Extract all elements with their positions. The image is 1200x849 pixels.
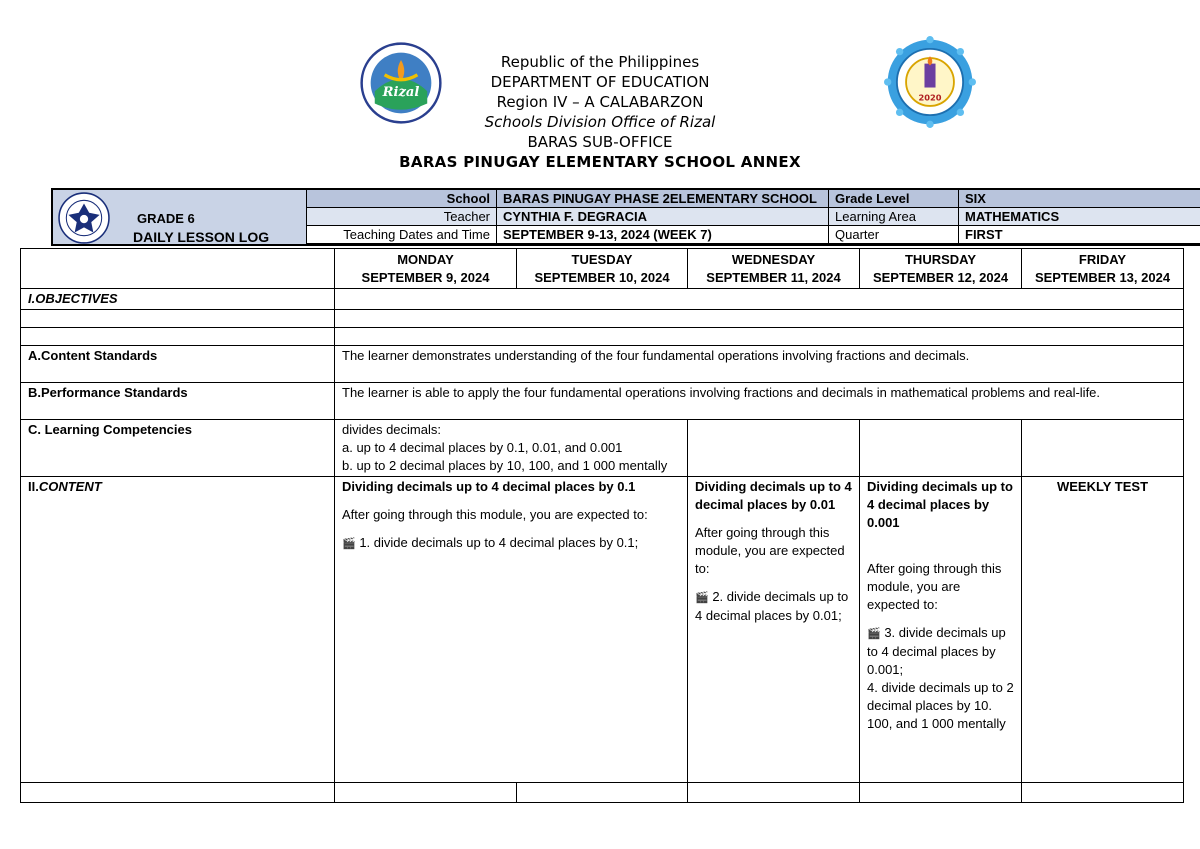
quarter-label: Quarter xyxy=(829,226,959,244)
header-division: Schools Division Office of Rizal xyxy=(484,113,716,131)
learning-competencies-row xyxy=(21,420,1184,477)
lesson-info-table xyxy=(51,188,1200,246)
content-label: II.CONTENT xyxy=(21,477,335,783)
blank-row xyxy=(21,328,1184,346)
learning-competencies-label: C. Learning Competencies xyxy=(21,420,335,477)
teaching-dates-value: SEPTEMBER 9-13, 2024 (WEEK 7) xyxy=(497,226,829,244)
performance-standards-text: The learner is able to apply the four fundamental operations involving fractions and decimals in mathematical problems and real-life. xyxy=(335,383,1184,420)
header-republic: Republic of the Philippines xyxy=(500,53,700,71)
teaching-dates-label: Teaching Dates and Time xyxy=(307,226,497,244)
content-standards-text: The learner demonstrates understanding of the four fundamental operations involving fractions and decimals. xyxy=(335,346,1184,383)
daily-lesson-log-title: DAILY LESSON LOG xyxy=(133,229,270,245)
lesson-log-table xyxy=(20,248,1184,803)
learning-area-label: Learning Area xyxy=(829,208,959,226)
day-header-monday: MONDAY SEPTEMBER 9, 2024 xyxy=(335,249,517,289)
info-grid xyxy=(307,190,1200,244)
content-wednesday: Dividing decimals up to 4 decimal places by 0.01 After going through this module, you are expected to: 🎬 2. divide decimals up to 4 decimal places by 0.01; xyxy=(688,477,860,783)
content-row xyxy=(21,477,1184,783)
grade-label: GRADE 6 xyxy=(137,211,195,226)
grade-level-label: Grade Level xyxy=(829,190,959,208)
teacher-value: CYNTHIA F. DEGRACIA xyxy=(497,208,829,226)
header-department: DEPARTMENT OF EDUCATION xyxy=(490,73,710,91)
day-header-thursday: THURSDAY SEPTEMBER 12, 2024 xyxy=(860,249,1022,289)
clapperboard-icon: 🎬 xyxy=(695,592,709,604)
content-standards-label: A.Content Standards xyxy=(21,346,335,383)
clapperboard-icon: 🎬 xyxy=(867,628,881,640)
learning-competencies-text: divides decimals: a. up to 4 decimal places by 0.1, 0.01, and 0.001 b. up to 2 decimal places by 10, 100, and 1 000 mentally xyxy=(335,420,688,477)
svg-text:2020: 2020 xyxy=(918,92,942,103)
school-label: School xyxy=(307,190,497,208)
objectives-label: I.OBJECTIVES xyxy=(21,289,335,310)
info-row-dates xyxy=(307,226,1200,244)
content-thursday: Dividing decimals up to 4 decimal places by 0.001 After going through this module, you are expected to: 🎬 3. divide decimals up to 4 decimal places by 0.001; 4. divide decimals up to 2 decimal places by 10. 100, and 1 000 mentally xyxy=(860,477,1022,783)
corner-cell xyxy=(21,249,335,289)
content-monday: Dividing decimals up to 4 decimal places by 0.1 After going through this module, you are expected to: 🎬 1. divide decimals up to 4 decimal places by 0.1; xyxy=(335,477,688,783)
info-row-teacher xyxy=(307,208,1200,226)
svg-text:Rizal: Rizal xyxy=(382,85,420,101)
day-header-row xyxy=(21,249,1184,289)
day-header-wednesday: WEDNESDAY SEPTEMBER 11, 2024 xyxy=(688,249,860,289)
performance-standards-row xyxy=(21,383,1184,420)
performance-standards-label: B.Performance Standards xyxy=(21,383,335,420)
learning-area-value: MATHEMATICS xyxy=(959,208,1200,226)
header-region: Region IV – A CALABARZON xyxy=(496,93,704,111)
school-value: BARAS PINUGAY PHASE 2ELEMENTARY SCHOOL xyxy=(497,190,829,208)
day-header-tuesday: TUESDAY SEPTEMBER 10, 2024 xyxy=(517,249,688,289)
blank-row xyxy=(21,310,1184,328)
content-standards-row xyxy=(21,346,1184,383)
document-header xyxy=(0,52,1200,172)
header-school-name: BARAS PINUGAY ELEMENTARY SCHOOL ANNEX xyxy=(399,153,801,171)
info-row-school xyxy=(307,190,1200,208)
objectives-row xyxy=(21,289,1184,310)
info-logo-cell xyxy=(53,190,307,244)
quarter-value: FIRST xyxy=(959,226,1200,244)
clapperboard-icon: 🎬 xyxy=(342,538,356,550)
teacher-label: Teacher xyxy=(307,208,497,226)
grade-level-value: SIX xyxy=(959,190,1200,208)
deped-seal-icon xyxy=(58,192,110,244)
blank-row xyxy=(21,783,1184,803)
day-header-friday: FRIDAY SEPTEMBER 13, 2024 xyxy=(1022,249,1184,289)
content-friday: WEEKLY TEST xyxy=(1022,477,1184,783)
header-sub-office: BARAS SUB-OFFICE xyxy=(527,133,673,151)
